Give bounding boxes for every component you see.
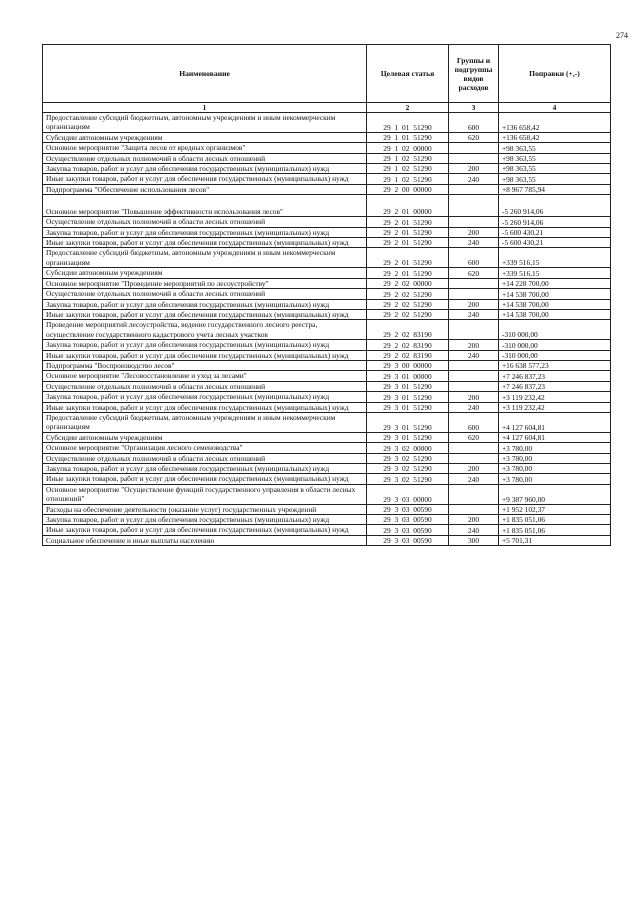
row-name: Подпрограмма "Воспроизводство лесов" bbox=[43, 360, 367, 370]
page-number: 274 bbox=[616, 31, 628, 40]
table-row bbox=[43, 320, 611, 340]
row-name: Закупка товаров, работ и услуг для обеспечения государственных (муниципальных) нужд bbox=[43, 299, 367, 309]
table-row bbox=[43, 184, 611, 194]
row-name: Закупка товаров, работ и услуг для обеспечения государственных (муниципальных) нужд bbox=[43, 227, 367, 237]
row-expense-group: 240 bbox=[449, 174, 499, 184]
row-expense-group: 200 bbox=[449, 515, 499, 525]
row-amount: +98 363,55 bbox=[499, 143, 611, 153]
row-expense-group: 200 bbox=[449, 164, 499, 174]
row-expense-group: 240 bbox=[449, 350, 499, 360]
table-row bbox=[43, 164, 611, 174]
row-target-code: 29 2 01 51290 bbox=[367, 248, 449, 268]
row-amount: +5 701,31 bbox=[499, 535, 611, 545]
row-name: Осуществление отдельных полномочий в области лесных отношений bbox=[43, 289, 367, 299]
row-expense-group bbox=[449, 371, 499, 381]
row-target-code: 29 1 02 51290 bbox=[367, 153, 449, 163]
table-row bbox=[43, 402, 611, 412]
row-expense-group: 240 bbox=[449, 525, 499, 535]
row-amount: +136 658,42 bbox=[499, 132, 611, 142]
table-row bbox=[43, 360, 611, 370]
row-target-code: 29 3 01 51290 bbox=[367, 412, 449, 432]
table-row bbox=[43, 381, 611, 391]
table-row bbox=[43, 143, 611, 153]
row-amount: +4 127 604,81 bbox=[499, 432, 611, 442]
row-target-code: 29 2 01 51290 bbox=[367, 227, 449, 237]
row-expense-group bbox=[449, 381, 499, 391]
row-name: Предоставление субсидий бюджетным, автономным учреждениям и иным некоммерческим организациям bbox=[43, 248, 367, 268]
table-row bbox=[43, 113, 611, 133]
row-expense-group bbox=[449, 484, 499, 504]
row-name: Проведение мероприятий лесоустройства, ведение государственного лесного реестра, осуществление государственного кадастрового учета лесных участков bbox=[43, 320, 367, 340]
row-amount: -5 600 430,21 bbox=[499, 227, 611, 237]
row-name: Иные закупки товаров, работ и услуг для обеспечения государственных (муниципальных) нужд bbox=[43, 402, 367, 412]
row-name: Иные закупки товаров, работ и услуг для обеспечения государственных (муниципальных) нужд bbox=[43, 238, 367, 248]
row-target-code: 29 1 02 51290 bbox=[367, 174, 449, 184]
table-row bbox=[43, 248, 611, 268]
row-amount: +98 363,55 bbox=[499, 164, 611, 174]
row-name: Основное мероприятие "Защита лесов от вредных организмов" bbox=[43, 143, 367, 153]
row-target-code: 29 3 03 00590 bbox=[367, 535, 449, 545]
row-expense-group: 200 bbox=[449, 392, 499, 402]
table-row bbox=[43, 453, 611, 463]
row-expense-group: 240 bbox=[449, 309, 499, 319]
row-expense-group bbox=[449, 143, 499, 153]
column-number: 4 bbox=[499, 103, 611, 113]
budget-table bbox=[42, 44, 611, 546]
table-row bbox=[43, 515, 611, 525]
column-number: 1 bbox=[43, 103, 367, 113]
table-row bbox=[43, 392, 611, 402]
table-header bbox=[43, 45, 611, 113]
row-target-code: 29 1 01 51290 bbox=[367, 132, 449, 142]
table-row bbox=[43, 432, 611, 442]
row-target-code: 29 2 02 51290 bbox=[367, 289, 449, 299]
row-expense-group: 200 bbox=[449, 464, 499, 474]
row-expense-group bbox=[449, 153, 499, 163]
header-name: Наименование bbox=[43, 45, 367, 103]
row-target-code: 29 2 02 83190 bbox=[367, 350, 449, 360]
row-amount: +4 127 604,81 bbox=[499, 412, 611, 432]
row-target-code: 29 1 02 00000 bbox=[367, 143, 449, 153]
row-target-code: 29 2 01 51290 bbox=[367, 268, 449, 278]
row-name: Основное мероприятие "Организация лесного семеноводства" bbox=[43, 443, 367, 453]
row-target-code: 29 3 01 00000 bbox=[367, 371, 449, 381]
row-amount: +136 658,42 bbox=[499, 113, 611, 133]
row-amount: +98 363,55 bbox=[499, 153, 611, 163]
row-amount: +3 119 232,42 bbox=[499, 402, 611, 412]
row-amount: +339 516,15 bbox=[499, 248, 611, 268]
row-target-code: 29 3 03 00000 bbox=[367, 484, 449, 504]
table-row bbox=[43, 268, 611, 278]
row-target-code: 29 3 03 00590 bbox=[367, 525, 449, 535]
row-target-code: 29 2 02 83190 bbox=[367, 340, 449, 350]
row-name: Осуществление отдельных полномочий в области лесных отношений bbox=[43, 217, 367, 227]
row-expense-group: 200 bbox=[449, 227, 499, 237]
row-name: Субсидии автономным учреждениям bbox=[43, 432, 367, 442]
row-amount: +3 780,00 bbox=[499, 453, 611, 463]
row-target-code: 29 3 03 00590 bbox=[367, 504, 449, 514]
table-row bbox=[43, 350, 611, 360]
header-amount: Поправки (+,-) bbox=[499, 45, 611, 103]
row-name: Основное мероприятие "Повышение эффективности использования лесов" bbox=[43, 195, 367, 217]
row-expense-group: 600 bbox=[449, 113, 499, 133]
table-row bbox=[43, 535, 611, 545]
row-name: Подпрограмма "Обеспечение использования лесов" bbox=[43, 184, 367, 194]
table-row bbox=[43, 309, 611, 319]
row-name: Социальное обеспечение и иные выплаты населению bbox=[43, 535, 367, 545]
row-target-code: 29 2 01 51290 bbox=[367, 217, 449, 227]
row-name: Осуществление отдельных полномочий в области лесных отношений bbox=[43, 453, 367, 463]
row-expense-group: 240 bbox=[449, 402, 499, 412]
row-target-code: 29 3 01 51290 bbox=[367, 392, 449, 402]
row-name: Иные закупки товаров, работ и услуг для обеспечения государственных (муниципальных) нужд bbox=[43, 474, 367, 484]
row-target-code: 29 3 02 51290 bbox=[367, 464, 449, 474]
row-name: Иные закупки товаров, работ и услуг для обеспечения государственных (муниципальных) нужд bbox=[43, 350, 367, 360]
row-amount: -5 600 430,21 bbox=[499, 238, 611, 248]
table-row bbox=[43, 484, 611, 504]
table-row bbox=[43, 217, 611, 227]
row-expense-group: 620 bbox=[449, 268, 499, 278]
row-amount: +98 363,55 bbox=[499, 174, 611, 184]
row-amount: +1 835 051,06 bbox=[499, 515, 611, 525]
row-name: Основное мероприятие "Осуществление функций государственного управления в области лесных отношений" bbox=[43, 484, 367, 504]
row-amount: +1 835 051,06 bbox=[499, 525, 611, 535]
row-name: Иные закупки товаров, работ и услуг для обеспечения государственных (муниципальных) нужд bbox=[43, 309, 367, 319]
column-number: 2 bbox=[367, 103, 449, 113]
column-number: 3 bbox=[449, 103, 499, 113]
row-target-code: 29 2 02 51290 bbox=[367, 299, 449, 309]
row-expense-group: 200 bbox=[449, 340, 499, 350]
row-name: Закупка товаров, работ и услуг для обеспечения государственных (муниципальных) нужд bbox=[43, 392, 367, 402]
row-expense-group bbox=[449, 320, 499, 340]
row-amount: -5 260 914,06 bbox=[499, 195, 611, 217]
row-amount: +3 780,00 bbox=[499, 464, 611, 474]
row-expense-group bbox=[449, 360, 499, 370]
row-expense-group bbox=[449, 289, 499, 299]
row-target-code: 29 2 02 83190 bbox=[367, 320, 449, 340]
row-name: Иные закупки товаров, работ и услуг для обеспечения государственных (муниципальных) нужд bbox=[43, 525, 367, 535]
table-row bbox=[43, 132, 611, 142]
row-expense-group: 200 bbox=[449, 299, 499, 309]
row-amount: +3 119 232,42 bbox=[499, 392, 611, 402]
row-name: Субсидии автономным учреждениям bbox=[43, 132, 367, 142]
row-target-code: 29 2 00 00000 bbox=[367, 184, 449, 194]
row-target-code: 29 1 01 51290 bbox=[367, 113, 449, 133]
table-row bbox=[43, 371, 611, 381]
table-row bbox=[43, 153, 611, 163]
row-name: Предоставление субсидий бюджетным, автономным учреждениям и иным некоммерческим организациям bbox=[43, 113, 367, 133]
row-target-code: 29 3 01 51290 bbox=[367, 381, 449, 391]
row-name: Основное мероприятие "Проведение мероприятий по лесоустройству" bbox=[43, 278, 367, 288]
row-expense-group bbox=[449, 443, 499, 453]
table-row bbox=[43, 474, 611, 484]
row-amount: +3 780,00 bbox=[499, 443, 611, 453]
row-expense-group: 620 bbox=[449, 432, 499, 442]
row-amount: +7 246 837,23 bbox=[499, 381, 611, 391]
row-amount: +7 246 837,23 bbox=[499, 371, 611, 381]
row-name: Закупка товаров, работ и услуг для обеспечения государственных (муниципальных) нужд bbox=[43, 464, 367, 474]
row-amount: -5 260 914,06 bbox=[499, 217, 611, 227]
row-name: Иные закупки товаров, работ и услуг для обеспечения государственных (муниципальных) нужд bbox=[43, 174, 367, 184]
header-group: Группы и подгруппы видов расходов bbox=[449, 45, 499, 103]
row-name: Осуществление отдельных полномочий в области лесных отношений bbox=[43, 153, 367, 163]
row-amount: +14 538 700,00 bbox=[499, 289, 611, 299]
row-amount: +3 780,00 bbox=[499, 474, 611, 484]
row-amount: -310 000,00 bbox=[499, 320, 611, 340]
header-code: Целевая статья bbox=[367, 45, 449, 103]
row-expense-group bbox=[449, 184, 499, 194]
row-name: Закупка товаров, работ и услуг для обеспечения государственных (муниципальных) нужд bbox=[43, 340, 367, 350]
row-name: Расходы на обеспечение деятельности (оказание услуг) государственных учреждений bbox=[43, 504, 367, 514]
row-expense-group bbox=[449, 453, 499, 463]
row-expense-group bbox=[449, 195, 499, 217]
row-amount: +14 538 700,00 bbox=[499, 309, 611, 319]
row-target-code: 29 3 02 00000 bbox=[367, 443, 449, 453]
row-target-code: 29 3 01 51290 bbox=[367, 402, 449, 412]
row-amount: +16 638 577,23 bbox=[499, 360, 611, 370]
row-expense-group: 300 bbox=[449, 535, 499, 545]
table-row bbox=[43, 340, 611, 350]
row-name: Предоставление субсидий бюджетным, автономным учреждениям и иным некоммерческим организациям bbox=[43, 412, 367, 432]
row-target-code: 29 2 01 00000 bbox=[367, 195, 449, 217]
row-target-code: 29 3 01 51290 bbox=[367, 432, 449, 442]
row-target-code: 29 1 02 51290 bbox=[367, 164, 449, 174]
row-name: Закупка товаров, работ и услуг для обеспечения государственных (муниципальных) нужд bbox=[43, 164, 367, 174]
row-amount: +14 228 700,00 bbox=[499, 278, 611, 288]
row-target-code: 29 3 03 00590 bbox=[367, 515, 449, 525]
table-row bbox=[43, 278, 611, 288]
row-name: Закупка товаров, работ и услуг для обеспечения государственных (муниципальных) нужд bbox=[43, 515, 367, 525]
row-amount: +14 538 700,00 bbox=[499, 299, 611, 309]
row-expense-group bbox=[449, 504, 499, 514]
row-target-code: 29 3 02 51290 bbox=[367, 453, 449, 463]
table-row bbox=[43, 525, 611, 535]
row-amount: +8 967 785,94 bbox=[499, 184, 611, 194]
row-expense-group bbox=[449, 278, 499, 288]
row-amount: +339 516,15 bbox=[499, 268, 611, 278]
table-row bbox=[43, 227, 611, 237]
table-row bbox=[43, 195, 611, 217]
row-name: Субсидии автономным учреждениям bbox=[43, 268, 367, 278]
row-expense-group bbox=[449, 217, 499, 227]
row-expense-group: 600 bbox=[449, 412, 499, 432]
row-expense-group: 240 bbox=[449, 238, 499, 248]
row-amount: +1 952 102,37 bbox=[499, 504, 611, 514]
table-row bbox=[43, 289, 611, 299]
table-row bbox=[43, 299, 611, 309]
row-expense-group: 600 bbox=[449, 248, 499, 268]
row-expense-group: 240 bbox=[449, 474, 499, 484]
table-row bbox=[43, 504, 611, 514]
table-row bbox=[43, 443, 611, 453]
table-row bbox=[43, 412, 611, 432]
row-target-code: 29 3 00 00000 bbox=[367, 360, 449, 370]
row-expense-group: 620 bbox=[449, 132, 499, 142]
row-name: Основное мероприятие "Лесовосстановление и уход за лесами" bbox=[43, 371, 367, 381]
table-row bbox=[43, 464, 611, 474]
row-amount: -310 000,00 bbox=[499, 340, 611, 350]
row-target-code: 29 2 01 51290 bbox=[367, 238, 449, 248]
row-target-code: 29 2 02 00000 bbox=[367, 278, 449, 288]
column-number-row bbox=[43, 103, 611, 113]
row-target-code: 29 2 02 51290 bbox=[367, 309, 449, 319]
row-target-code: 29 3 02 51290 bbox=[367, 474, 449, 484]
row-amount: -310 000,00 bbox=[499, 350, 611, 360]
table-body bbox=[43, 113, 611, 546]
table-row bbox=[43, 174, 611, 184]
table-row bbox=[43, 238, 611, 248]
row-name: Осуществление отдельных полномочий в области лесных отношений bbox=[43, 381, 367, 391]
row-amount: +9 387 960,00 bbox=[499, 484, 611, 504]
